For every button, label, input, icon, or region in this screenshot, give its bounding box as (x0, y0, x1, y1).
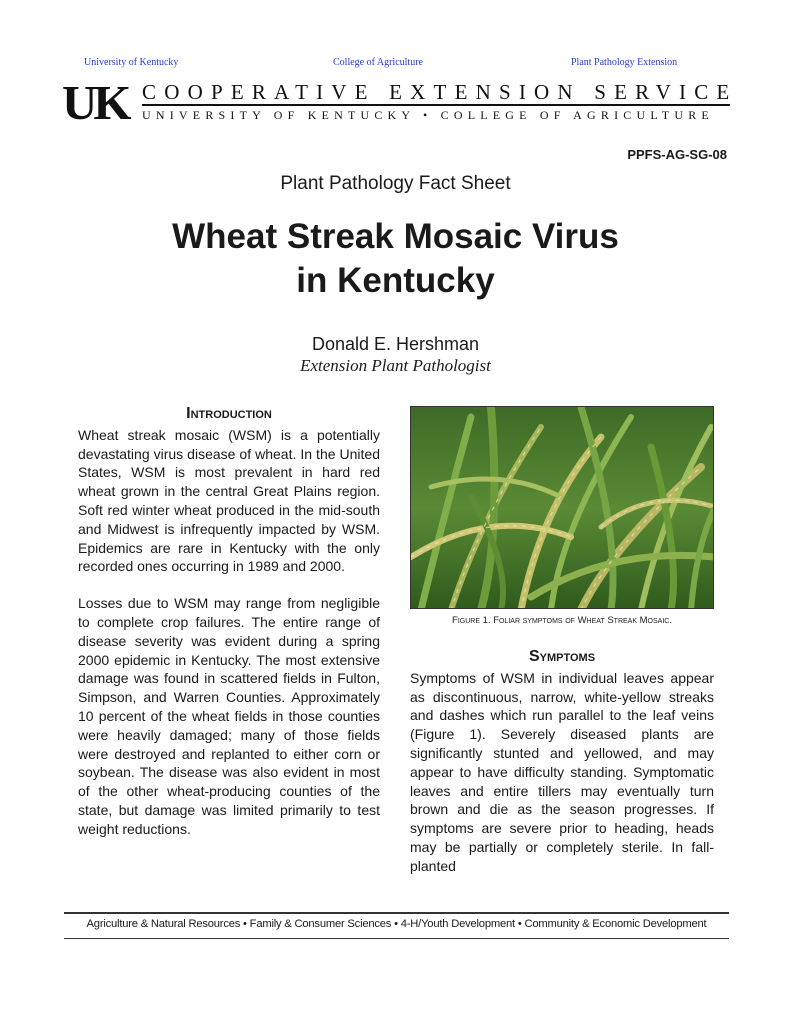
top-links (0, 57, 791, 71)
footer-divider-bottom (64, 938, 729, 939)
author-name: Donald E. Hershman (311, 334, 480, 354)
uk-logo: UK (62, 75, 128, 130)
figure-caption: Figure 1. Foliar symptoms of Wheat Streak Mosaic. (452, 615, 672, 626)
page-title (0, 215, 791, 303)
wheat-leaves-illustration (411, 407, 714, 609)
university-link[interactable]: University of Kentucky (84, 57, 179, 68)
document-id: PPFS-AG-SG-08 (627, 147, 727, 162)
introduction-section (78, 405, 380, 839)
footer-divider-top (64, 912, 729, 914)
symptoms-section (410, 648, 714, 876)
introduction-heading: Introduction (186, 405, 272, 422)
introduction-paragraph-1: Wheat streak mosaic (WSM) is a potentially devastating virus disease of wheat. In the United States, WSM is most prevalent in hard red wheat grown in the central Great Plains region. Soft red winter wheat produced in the mid-south and Midwest is infrequently impacted by WSM. Epidemics are rare in Kentucky with the only recorded ones occurring in 1989 and 2000. (78, 426, 380, 575)
title-line-2: in Kentucky (296, 261, 495, 300)
masthead (62, 75, 738, 130)
masthead-divider (142, 104, 730, 106)
footer-program-areas: Agriculture & Natural Resources • Family & Consumer Sciences • 4-H/Youth Development • Community & Economic Development (86, 918, 707, 930)
college-link[interactable]: College of Agriculture (333, 57, 423, 68)
introduction-paragraph-2: Losses due to WSM may range from negligible to complete crop failures. The entire range of disease severity was evident during a spring 2000 epidemic in Kentucky. The most extensive damage was found in scattered fields in Fulton, Simpson, and Warren Counties. Approximately 10 percent of the wheat fields in those counties were heavily damaged; many of those fields were destroyed and replanted to either corn or soybean. The disease was also evident in most of the other wheat-producing counties of the state, but damage was limited primarily to test weight reductions. (78, 595, 380, 837)
symptoms-heading: Symptoms (528, 648, 596, 665)
masthead-subtitle: UNIVERSITY OF KENTUCKY • COLLEGE OF AGRICULTURE (142, 108, 714, 122)
author-role: Extension Plant Pathologist (300, 356, 491, 375)
extension-link[interactable]: Plant Pathology Extension (571, 57, 678, 68)
masthead-title: COOPERATIVE EXTENSION SERVICE (142, 80, 738, 104)
title-line-1: Wheat Streak Mosaic Virus (172, 217, 619, 256)
series-title: Plant Pathology Fact Sheet (280, 173, 511, 194)
symptoms-paragraph-1: Symptoms of WSM in individual leaves appear as discontinuous, narrow, white-yellow streaks and dashes which run parallel to the leaf veins (Figure 1). Severely diseased plants are significantly stunted and yellowed, and may appear to have difficulty standing. Symptomatic leaves and entire tillers may eventually turn brown and die as the season progresses. If symptoms are severe prior to heading, heads may be partially or completely sterile. In fall-planted (410, 669, 714, 874)
wheat-foliar-symptoms-photo (410, 406, 714, 609)
